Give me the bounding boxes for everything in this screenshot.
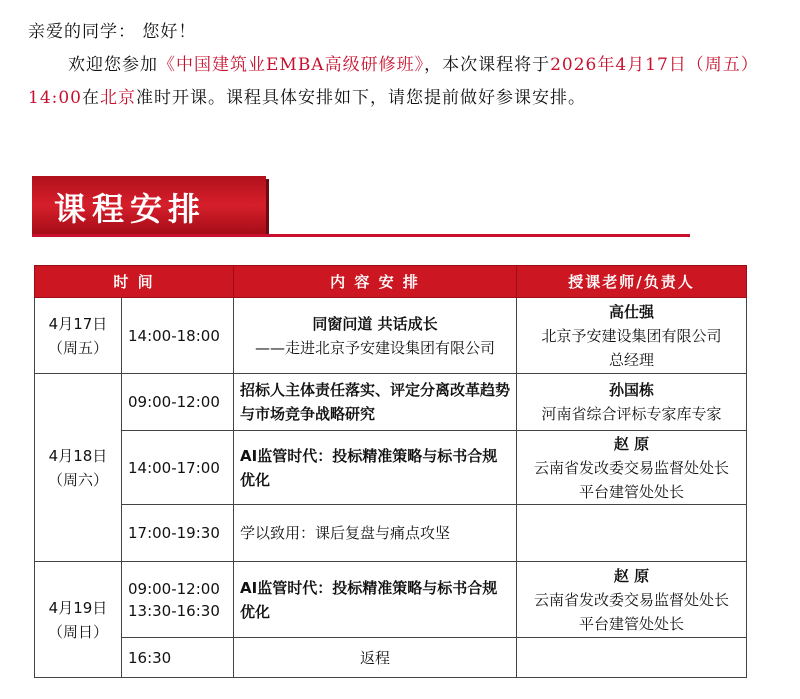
time-range: 13:30-16:30 (128, 601, 220, 620)
content-cell (234, 298, 517, 374)
content-cell (234, 431, 517, 505)
teacher-cell (517, 562, 747, 638)
teacher-cell (517, 431, 747, 505)
teacher-title: 河南省综合评标专家库专家 (541, 405, 722, 423)
time-cell: 16:30 (122, 638, 234, 678)
time-cell: 14:00-17:00 (122, 431, 234, 505)
greeting: 亲爱的同学： 您好！ (28, 22, 197, 42)
date-label: 4月17日 (48, 314, 108, 333)
teacher-cell (517, 505, 747, 562)
teacher-title: 平台建管处处长 (579, 614, 685, 633)
content-cell: 返程 (234, 638, 517, 678)
section-banner (32, 176, 266, 234)
section-divider (32, 234, 690, 237)
teacher-title: 总经理 (609, 350, 655, 369)
section-title: 课程安排 (54, 190, 207, 228)
table-row (35, 431, 747, 505)
teacher-name: 赵 原 (613, 434, 650, 453)
intro-text-d: 准时开课。课程具体安排如下，请您提前做好参课安排。 (136, 88, 586, 108)
date-label: 4月18日 (48, 446, 108, 465)
table-header-row (35, 266, 747, 298)
intro-text-b: ，本次课程将于 (424, 55, 551, 75)
time-cell: 09:00-12:00 (122, 374, 234, 431)
weekday-label: （周日） (47, 622, 108, 641)
intro-text-a: 欢迎您参加 (68, 55, 158, 75)
session-title: 招标人主体责任落实、评定分离改革趋势与市场竞争战略研究 (240, 381, 511, 423)
program-name: 《中国建筑业EMBA高级研修班》 (158, 55, 425, 75)
date-label: 4月19日 (48, 598, 108, 617)
session-subtitle: ——走进北京予安建设集团有限公司 (255, 338, 496, 357)
table-row (35, 638, 747, 678)
weekday-label: （周六） (47, 470, 108, 489)
session-title: 同窗问道 共话成长 (312, 314, 438, 333)
table-row (35, 298, 747, 374)
schedule-table (34, 265, 747, 678)
start-datetime: 2026年4月17日（周五）14:00 (28, 55, 759, 108)
invitation-letter (28, 16, 778, 115)
time-cell: 17:00-19:30 (122, 505, 234, 562)
teacher-name: 赵 原 (613, 566, 650, 585)
header-time: 时 间 (35, 266, 234, 298)
teacher-title: 北京予安建设集团有限公司 (541, 326, 722, 345)
content-cell: 学以致用：课后复盘与痛点攻坚 (234, 505, 517, 562)
city: 北京 (100, 88, 136, 108)
time-cell: 14:00-18:00 (122, 298, 234, 374)
teacher-name: 孙国栋 (609, 381, 655, 399)
intro-paragraph (28, 49, 778, 115)
table-row (35, 374, 747, 431)
weekday-label: （周五） (47, 338, 108, 357)
teacher-cell (517, 374, 747, 431)
teacher-name: 高仕强 (609, 302, 655, 321)
time-cell (122, 562, 234, 638)
session-title: AI监管时代：投标精准策略与标书合规优化 (240, 578, 498, 621)
table-row (35, 562, 747, 638)
intro-text-c: 在 (82, 88, 100, 108)
teacher-title: 云南省发改委交易监督处处长 (534, 590, 730, 609)
teacher-title: 云南省发改委交易监督处处长 (534, 458, 730, 477)
header-teacher: 授课老师/负责人 (517, 266, 747, 298)
date-cell (35, 562, 122, 678)
teacher-title: 平台建管处处长 (579, 482, 685, 501)
session-title: AI监管时代：投标精准策略与标书合规优化 (240, 446, 498, 489)
table-row (35, 505, 747, 562)
time-range: 09:00-12:00 (128, 579, 220, 598)
header-content: 内 容 安 排 (234, 266, 517, 298)
content-cell (234, 562, 517, 638)
date-cell (35, 374, 122, 562)
date-cell (35, 298, 122, 374)
teacher-cell (517, 298, 747, 374)
teacher-cell (517, 638, 747, 678)
content-cell (234, 374, 517, 431)
